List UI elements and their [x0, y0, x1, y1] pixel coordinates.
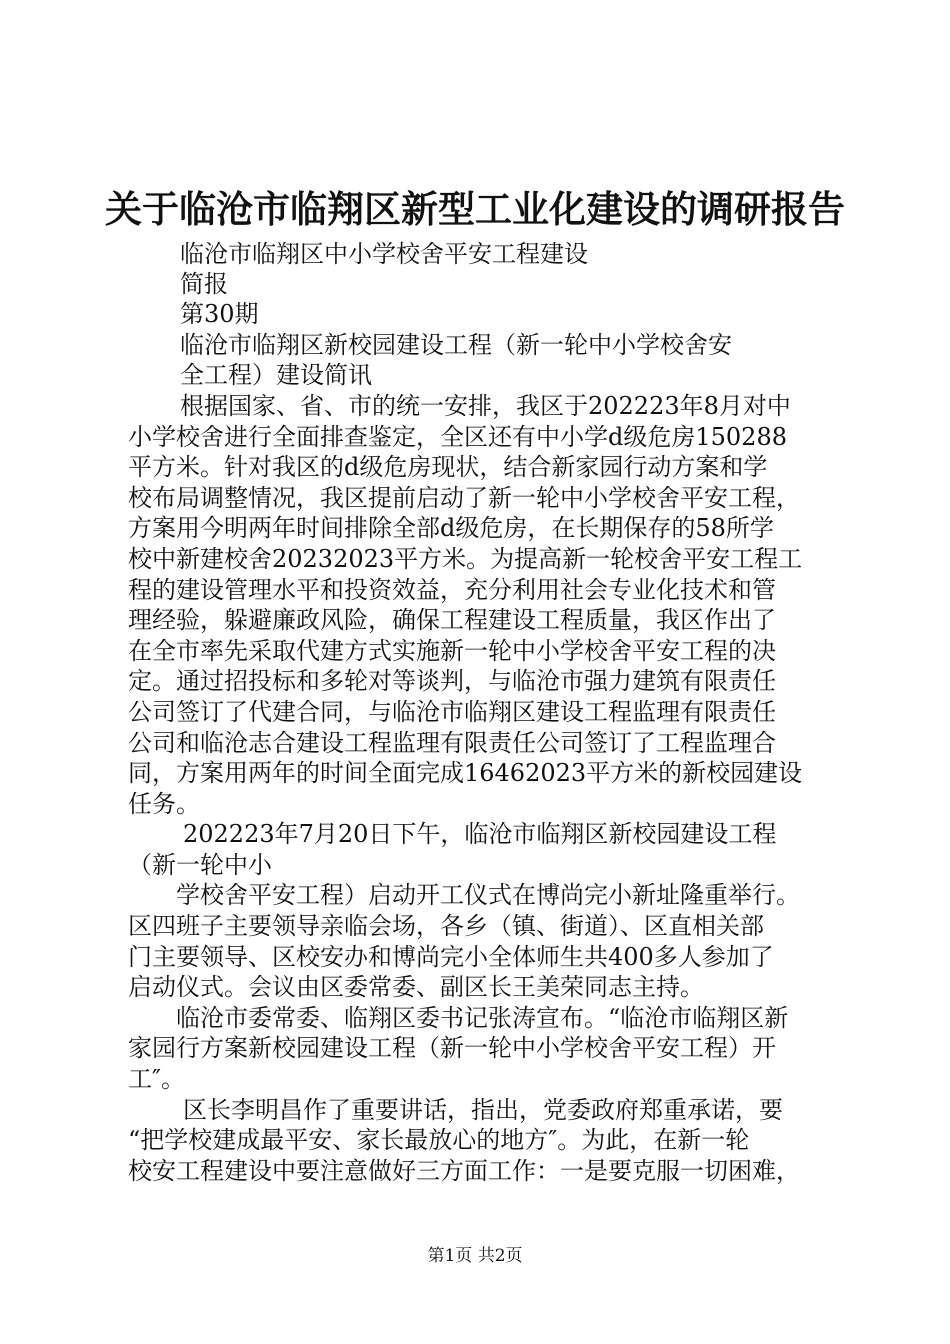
body-line: 工″。 — [128, 1065, 185, 1093]
body-line: 202223年7月20日下午，临沧市临翔区新校园建设工程 — [183, 820, 777, 848]
body-line: 校中新建校舍20232023平方米。为提高新一轮校舍平安工程工 — [128, 545, 803, 573]
body-line: 根据国家、省、市的统一安排，我区于202223年8月对中 — [180, 392, 791, 420]
body-line: 程的建设管理水平和投资效益，充分利用社会专业化技术和管 — [128, 576, 776, 604]
body-line: 定。通过招投标和多轮对等谈判，与临沧市强力建筑有限责任 — [128, 667, 776, 695]
header-line: 临沧市临翔区中小学校舍平安工程建设 — [180, 240, 588, 268]
body-line: “把学校建成最平安、家长最放心的地方″。为此，在新一轮 — [128, 1126, 750, 1154]
body-line: 平方米。针对我区的d级危房现状，结合新家园行动方案和学 — [128, 453, 768, 481]
body-line: 门主要领导、区校安办和博尚完小全体师生共400多人参加了 — [128, 943, 774, 971]
body-line: 理经验，躲避廉政风险，确保工程建设工程质量，我区作出了 — [128, 606, 776, 634]
body-line: 家园行方案新校园建设工程（新一轮中小学校舍平安工程）开 — [128, 1034, 776, 1062]
body-line: 小学校舍进行全面排查鉴定，全区还有中小学d级危房150288 — [128, 423, 787, 451]
body-line: 同，方案用两年的时间全面完成16462023平方米的新校园建设 — [128, 759, 803, 787]
body-line: 任务。 — [128, 790, 200, 818]
body-line: 区长李明昌作了重要讲话，指出，党委政府郑重承诺，要 — [183, 1096, 783, 1124]
body-line: 临沧市委常委、临翔区委书记张涛宣布。“临沧市临翔区新 — [176, 1004, 789, 1032]
body-line: 区四班子主要领导亲临会场，各乡（镇、街道）、区直相关部 — [128, 912, 764, 940]
body-line: 校安工程建设中要注意做好三方面工作：一是要克服一切困难， — [128, 1157, 800, 1185]
body-line: 公司签订了代建合同，与临沧市临翔区建设工程监理有限责任 — [128, 698, 776, 726]
body-line: 校布局调整情况，我区提前启动了新一轮中小学校舍平安工程， — [128, 484, 800, 512]
body-line: 公司和临沧志合建设工程监理有限责任公司签订了工程监理合 — [128, 729, 776, 757]
page-number-footer: 第1页 共2页 — [427, 1246, 523, 1266]
header-line: 第30期 — [180, 300, 259, 328]
body-line: 方案用今明两年时间排除全部d级危房，在长期保存的58所学 — [128, 514, 774, 542]
body-line: （新一轮中小 — [128, 851, 272, 879]
header-line: 全工程）建设简讯 — [180, 361, 372, 389]
body-line: 在全市率先采取代建方式实施新一轮中小学校舍平安工程的决 — [128, 637, 776, 665]
body-line: 学校舍平安工程）启动开工仪式在博尚完小新址隆重举行。 — [176, 881, 800, 909]
body-line: 启动仪式。会议由区委常委、副区长王美荣同志主持。 — [128, 973, 704, 1001]
header-line: 简报 — [180, 270, 228, 298]
header-line: 临沧市临翔区新校园建设工程（新一轮中小学校舍安 — [180, 331, 732, 359]
document-title: 关于临沧市临翔区新型工业化建设的调研报告 — [105, 187, 845, 231]
